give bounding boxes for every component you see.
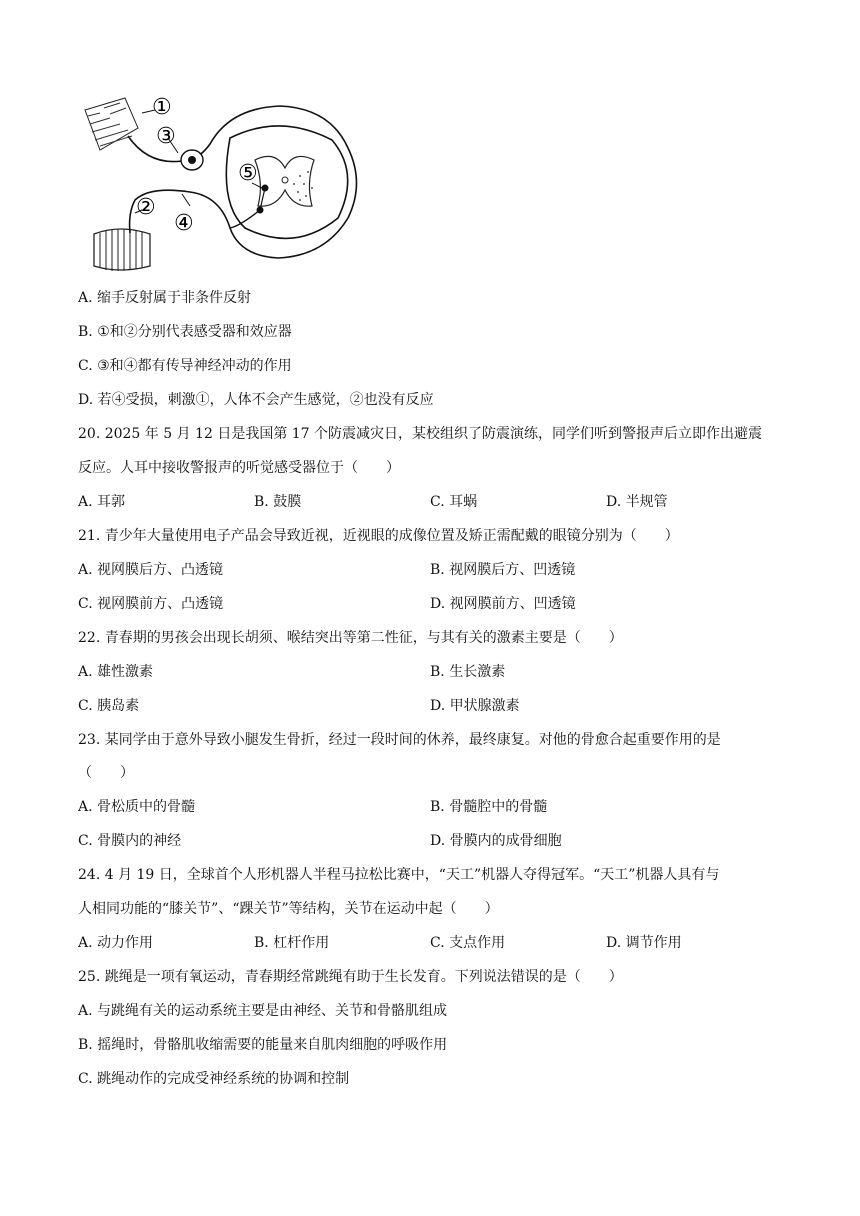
q22-stem: 22. 青春期的男孩会出现长胡须、喉结突出等第二性征，与其有关的激素主要是（ ） [78,630,623,646]
q21-option-b: B. 视网膜后方、凹透镜 [430,562,576,578]
ganglion-cell-body [188,156,196,164]
q19-option-c: C. ③和④都有传导神经冲动的作用 [78,358,292,374]
q22-option-d: D. 甲状腺激素 [430,698,520,714]
q24-option-a: A. 动力作用 [78,935,154,951]
q22-option-b: B. 生长激素 [430,664,506,680]
marker-4: ④ [174,211,194,236]
skin-receptor-area [85,98,138,150]
reflex-arc-diagram [80,88,380,273]
q23-option-b: B. 骨髓腔中的骨髓 [430,799,548,815]
q25-option-a: A. 与跳绳有关的运动系统主要是由神经、关节和骨骼肌组成 [78,1003,448,1019]
q22-option-a: A. 雄性激素 [78,664,154,680]
marker-3: ③ [156,124,176,149]
q23-stem-line1: 23. 某同学由于意外导致小腿发生骨折，经过一段时间的休养，最终康复。对他的骨愈合起重要作用的是 [78,732,721,748]
q21-option-d: D. 视网膜前方、凹透镜 [430,596,576,612]
q19-option-a: A. 缩手反射属于非条件反射 [78,290,252,306]
q23-option-c: C. 骨膜内的神经 [78,833,182,849]
q25-option-c: C. 跳绳动作的完成受神经系统的协调和控制 [78,1071,350,1087]
q20-option-b: B. 鼓膜 [254,494,302,510]
q19-option-b: B. ①和②分别代表感受器和效应器 [78,324,292,340]
q24-stem-line2: 人相同功能的“膝关节”、“踝关节”等结构，关节在运动中起（ ） [78,901,499,917]
q21-option-a: A. 视网膜后方、凸透镜 [78,562,224,578]
q22-option-c: C. 胰岛素 [78,698,140,714]
q24-option-d: D. 调节作用 [606,935,682,951]
q24-stem-line1: 24. 4 月 19 日，全球首个人形机器人半程马拉松比赛中，“天工”机器人夺得冠军。“天工”机器人具有与 [78,867,720,883]
q23-option-a: A. 骨松质中的骨髓 [78,799,196,815]
marker-1: ① [152,95,172,120]
q20-option-c: C. 耳蜗 [430,494,478,510]
q20-option-a: A. 耳郭 [78,494,126,510]
q20-stem-line1: 20. 2025 年 5 月 12 日是我国第 17 个防震减灾日，某校组织了防震演练，同学们听到警报声后立即作出避震 [78,426,763,442]
q24-option-c: C. 支点作用 [430,935,506,951]
q24-option-b: B. 杠杆作用 [254,935,330,951]
q21-option-c: C. 视网膜前方、凸透镜 [78,596,224,612]
q20-stem-line2: 反应。人耳中接收警报声的听觉感受器位于（ ） [78,460,400,476]
q23-stem-line2: （ ） [78,765,134,781]
muscle-effector [94,229,150,271]
marker-5: ⑤ [238,161,258,186]
marker-2: ② [136,195,156,220]
q23-option-d: D. 骨膜内的成骨细胞 [430,833,562,849]
q25-option-b: B. 摇绳时，骨骼肌收缩需要的能量来自肌肉细胞的呼吸作用 [78,1037,448,1053]
q19-option-d: D. 若④受损，刺激①，人体不会产生感觉，②也没有反应 [78,392,434,408]
q20-option-d: D. 半规管 [606,494,668,510]
q21-stem: 21. 青少年大量使用电子产品会导致近视，近视眼的成像位置及矫正需配戴的眼镜分别为（ ） [78,528,679,544]
q25-stem: 25. 跳绳是一项有氧运动，青春期经常跳绳有助于生长发育。下列说法错误的是（ ） [78,969,623,985]
